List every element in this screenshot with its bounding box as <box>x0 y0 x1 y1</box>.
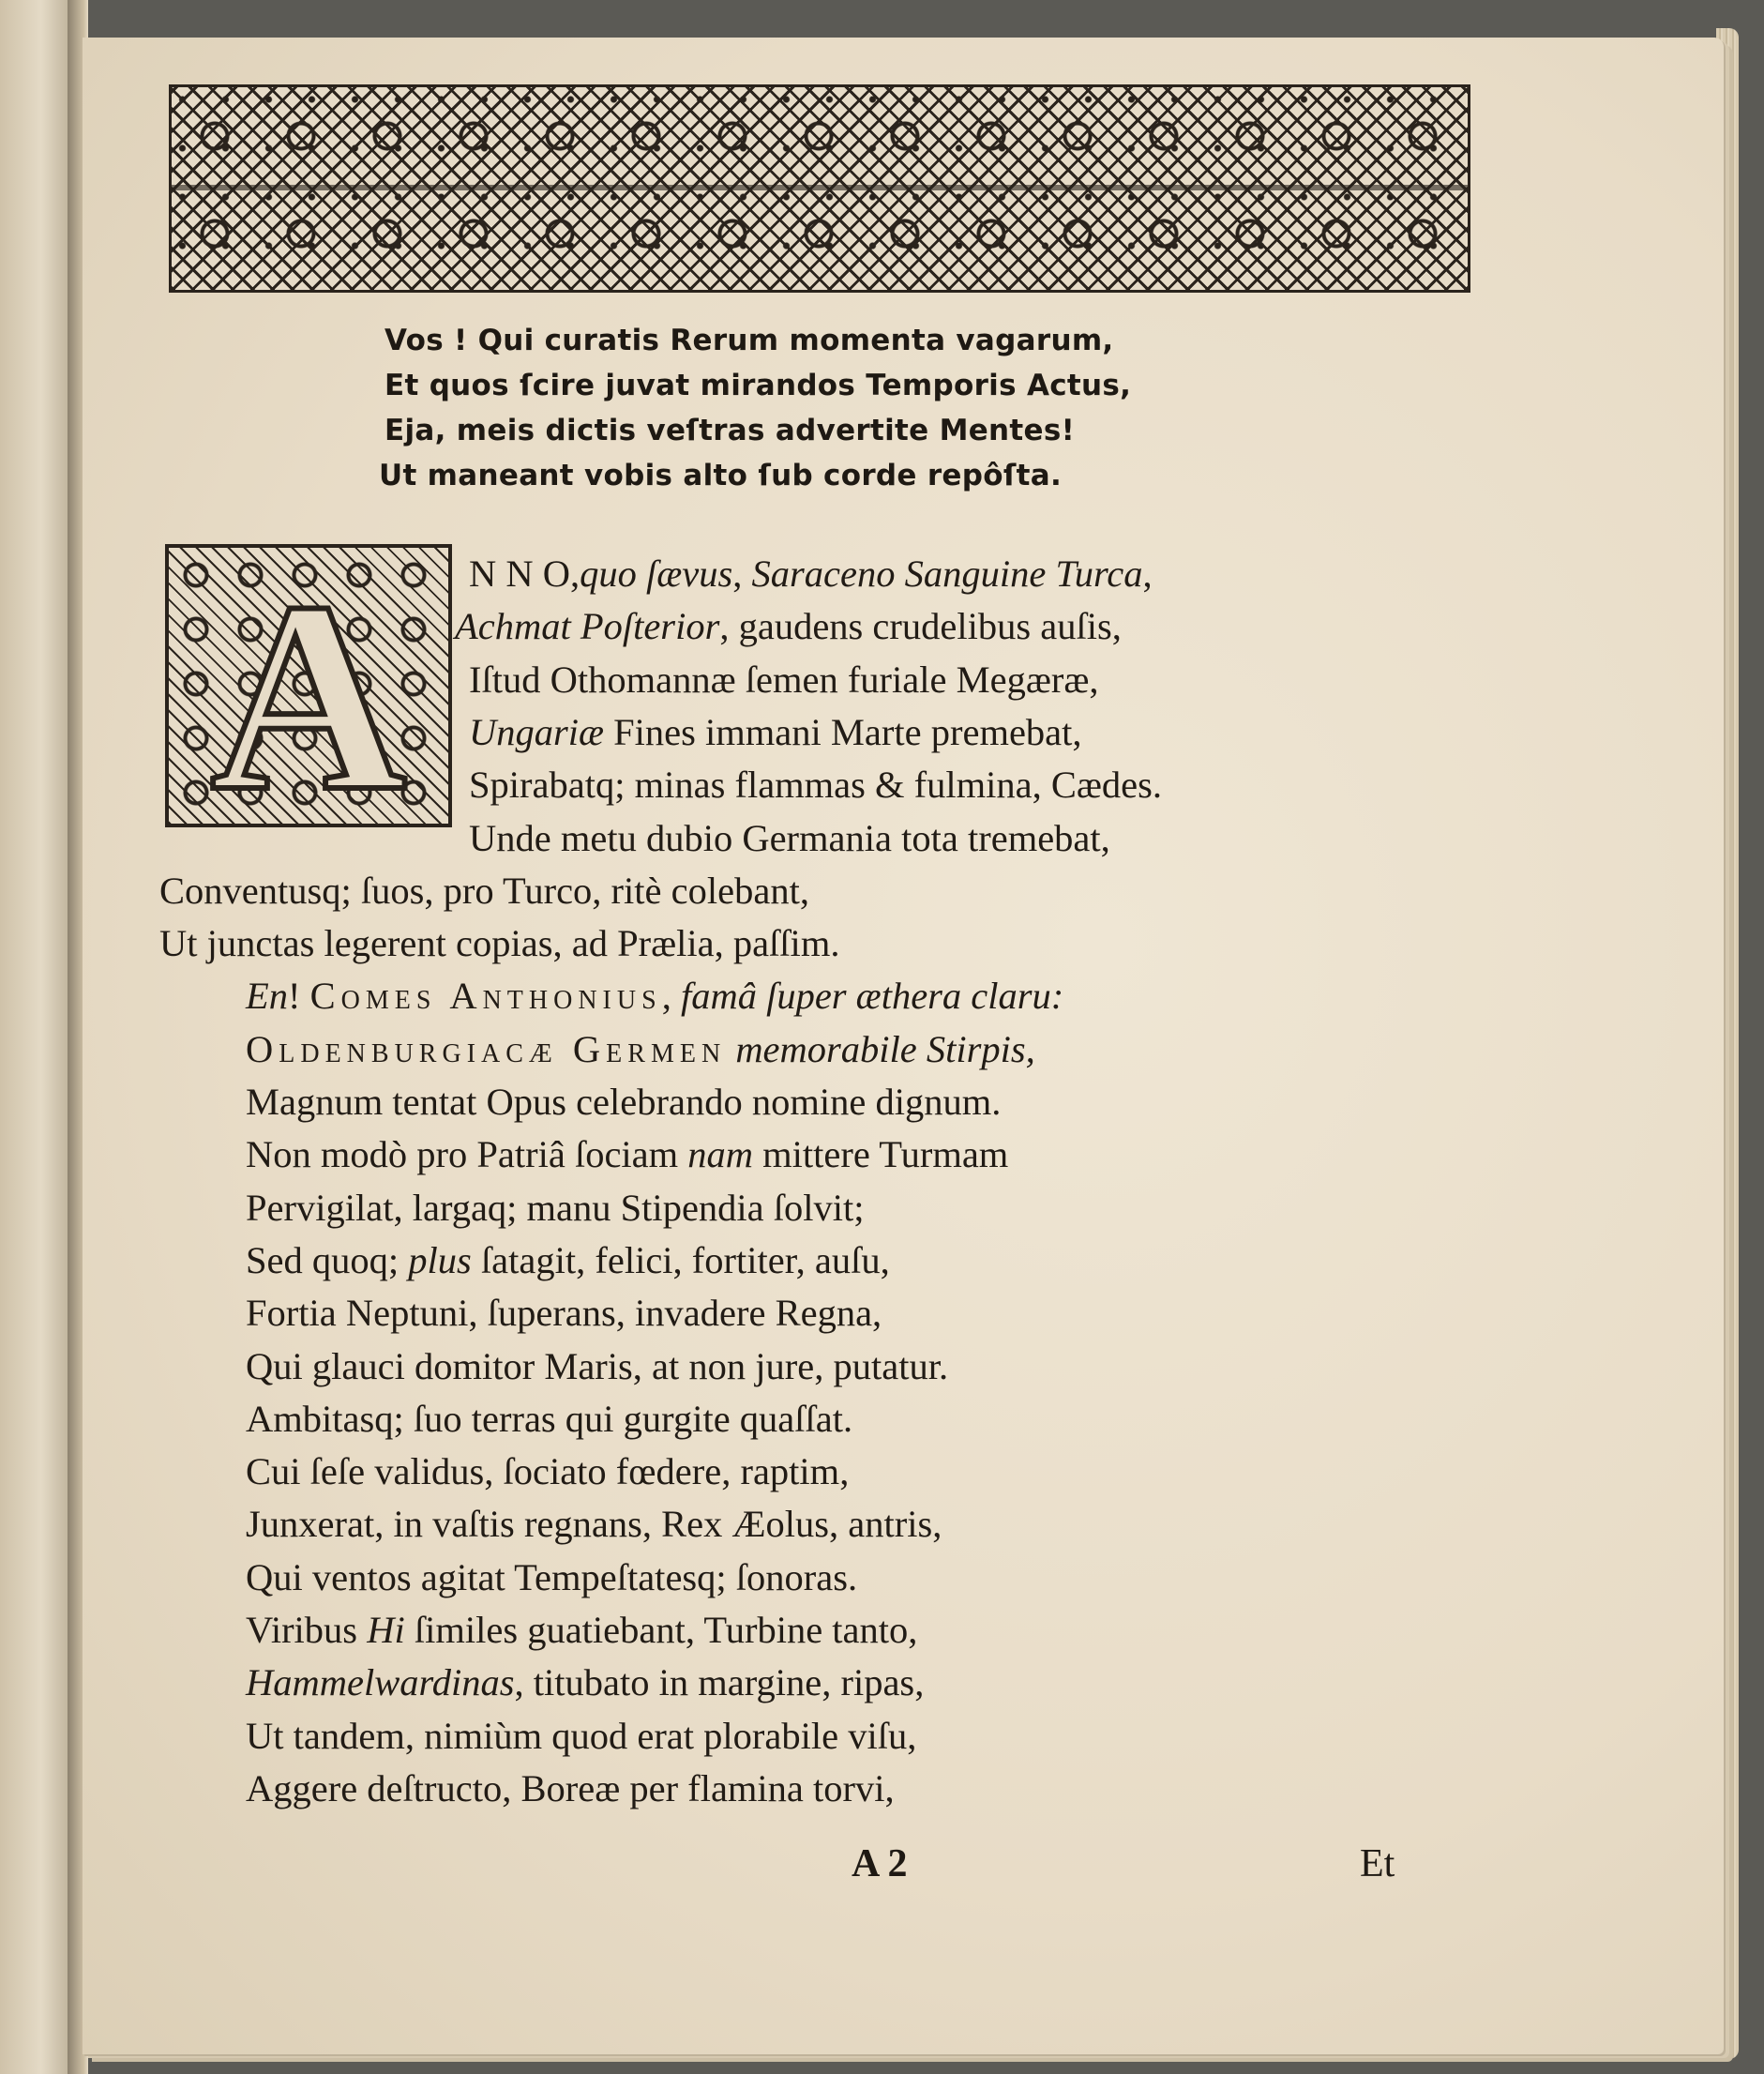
verse-line <box>246 1133 1009 1176</box>
roman-text: Magnum tentat Opus celebrando nomine dignum. <box>246 1081 1002 1123</box>
italic-text: Hi <box>367 1609 405 1651</box>
small-caps-name: Comes Anthonius <box>309 975 662 1018</box>
verse-line <box>469 710 1082 753</box>
roman-text: Qui ventos agitat Tempeſtatesq; ſonoras. <box>246 1555 858 1598</box>
roman-text <box>726 1028 735 1070</box>
verse-line <box>455 605 1122 648</box>
roman-text: , gaudens crudelibus auſis, <box>719 605 1122 648</box>
verse-line <box>159 922 840 965</box>
roman-text: Sed quoq; <box>246 1238 409 1281</box>
roman-text: ! <box>288 975 310 1018</box>
verse-line <box>246 1397 853 1440</box>
roman-text: , <box>732 553 752 595</box>
verse-line <box>469 658 1099 701</box>
facing-page-edge <box>0 0 75 2074</box>
roman-text: Pervigilat, largaq; manu Stipendia ſolvit; <box>246 1186 865 1229</box>
verse-line <box>246 977 1063 1016</box>
roman-text: Iſtud Othomannæ ſemen furiale Megæræ, <box>469 658 1099 701</box>
roman-text: mittere Turmam <box>753 1133 1009 1176</box>
intro-line: Et quos ſcire juvat mirandos Temporis Actus, <box>384 369 1132 402</box>
roman-text: , <box>1142 553 1153 595</box>
verse-line <box>159 869 809 912</box>
roman-text: Junxerat, in vaſtis regnans, Rex Æolus, antris, <box>246 1503 942 1546</box>
roman-text: Ambitasq; ſuo terras qui gurgite quaſſat. <box>246 1397 853 1440</box>
roman-text: ſatagit, felici, fortiter, auſu, <box>471 1238 890 1281</box>
verse-line <box>246 1083 1001 1122</box>
roman-text: Non modò pro Patriâ ſociam <box>246 1133 688 1176</box>
roman-text: N N O, <box>469 553 580 595</box>
verse-line <box>246 1294 882 1333</box>
roman-text: Spirabatq; minas flammas & fulmina, Cædes. <box>469 764 1163 807</box>
roman-text: Unde metu dubio Germania tota tremebat, <box>469 816 1110 859</box>
italic-text: plus <box>408 1238 472 1281</box>
italic-text: Saraceno Sanguine Turca <box>751 553 1143 595</box>
small-caps-name: Oldenburgiacæ Germen <box>246 1027 727 1070</box>
italic-text: Achmat Poſterior <box>455 605 720 648</box>
catchword: Et <box>1360 1842 1395 1885</box>
roman-text: Aggere deſtructo, Boreæ per flamina torvi, <box>246 1766 895 1809</box>
italic-text: Ungariæ <box>469 710 605 753</box>
roman-text: , titubato in margine, ripas, <box>514 1661 925 1704</box>
verse-line <box>246 1555 858 1598</box>
verse-line <box>246 1714 917 1757</box>
intro-line: Eja, meis dictis veſtras advertite Mentes! <box>384 414 1076 447</box>
verse-line <box>246 1027 1035 1070</box>
italic-text: nam <box>687 1133 754 1176</box>
verse-line <box>246 1450 850 1493</box>
roman-text: Conventusq; ſuos, pro Turco, ritè colebant, <box>159 869 809 912</box>
roman-text: Fines immani Marte premebat, <box>604 710 1082 753</box>
decorated-initial <box>165 544 452 847</box>
verse-line <box>246 1238 890 1281</box>
italic-text: quo ſævus <box>580 553 733 595</box>
roman-text: Ut tandem, nimiùm quod erat plorabile viſu, <box>246 1714 917 1757</box>
ornamental-headpiece <box>169 84 1470 293</box>
italic-text: Hammelwardinas <box>246 1661 515 1704</box>
decorated-initial-letter: A <box>210 546 407 847</box>
signature-mark: A 2 <box>852 1842 908 1885</box>
italic-text: En <box>246 975 288 1018</box>
intro-line: Ut maneant vobis alto ſub corde repôſta. <box>379 459 1063 492</box>
roman-text: Viribus <box>246 1609 368 1651</box>
verse-line <box>246 1186 865 1229</box>
intro-line: Vos ! Qui curatis Rerum momenta vagarum, <box>384 324 1114 357</box>
roman-text: Cui ſeſe validus, ſociato fœdere, raptim, <box>246 1450 850 1493</box>
roman-text: , <box>661 975 681 1018</box>
verse-line <box>246 1344 949 1387</box>
roman-text: Ut junctas legerent copias, ad Prælia, paſſim. <box>159 922 840 965</box>
roman-text: Fortia Neptuni, ſuperans, invadere Regna, <box>246 1292 882 1335</box>
verse-line <box>246 1503 942 1546</box>
verse-line <box>469 555 1153 594</box>
verse-line <box>469 816 1110 859</box>
verse-line <box>469 766 1162 805</box>
italic-text: famâ ſuper æthera claru: <box>680 975 1064 1018</box>
verse-line <box>246 1609 918 1651</box>
verse-line <box>246 1766 895 1809</box>
verse-line <box>246 1661 925 1704</box>
italic-text: memorabile Stirpis, <box>735 1027 1035 1070</box>
roman-text: Qui glauci domitor Maris, at non jure, putatur. <box>246 1344 949 1387</box>
roman-text: ſimiles guatiebant, Turbine tanto, <box>404 1609 918 1651</box>
